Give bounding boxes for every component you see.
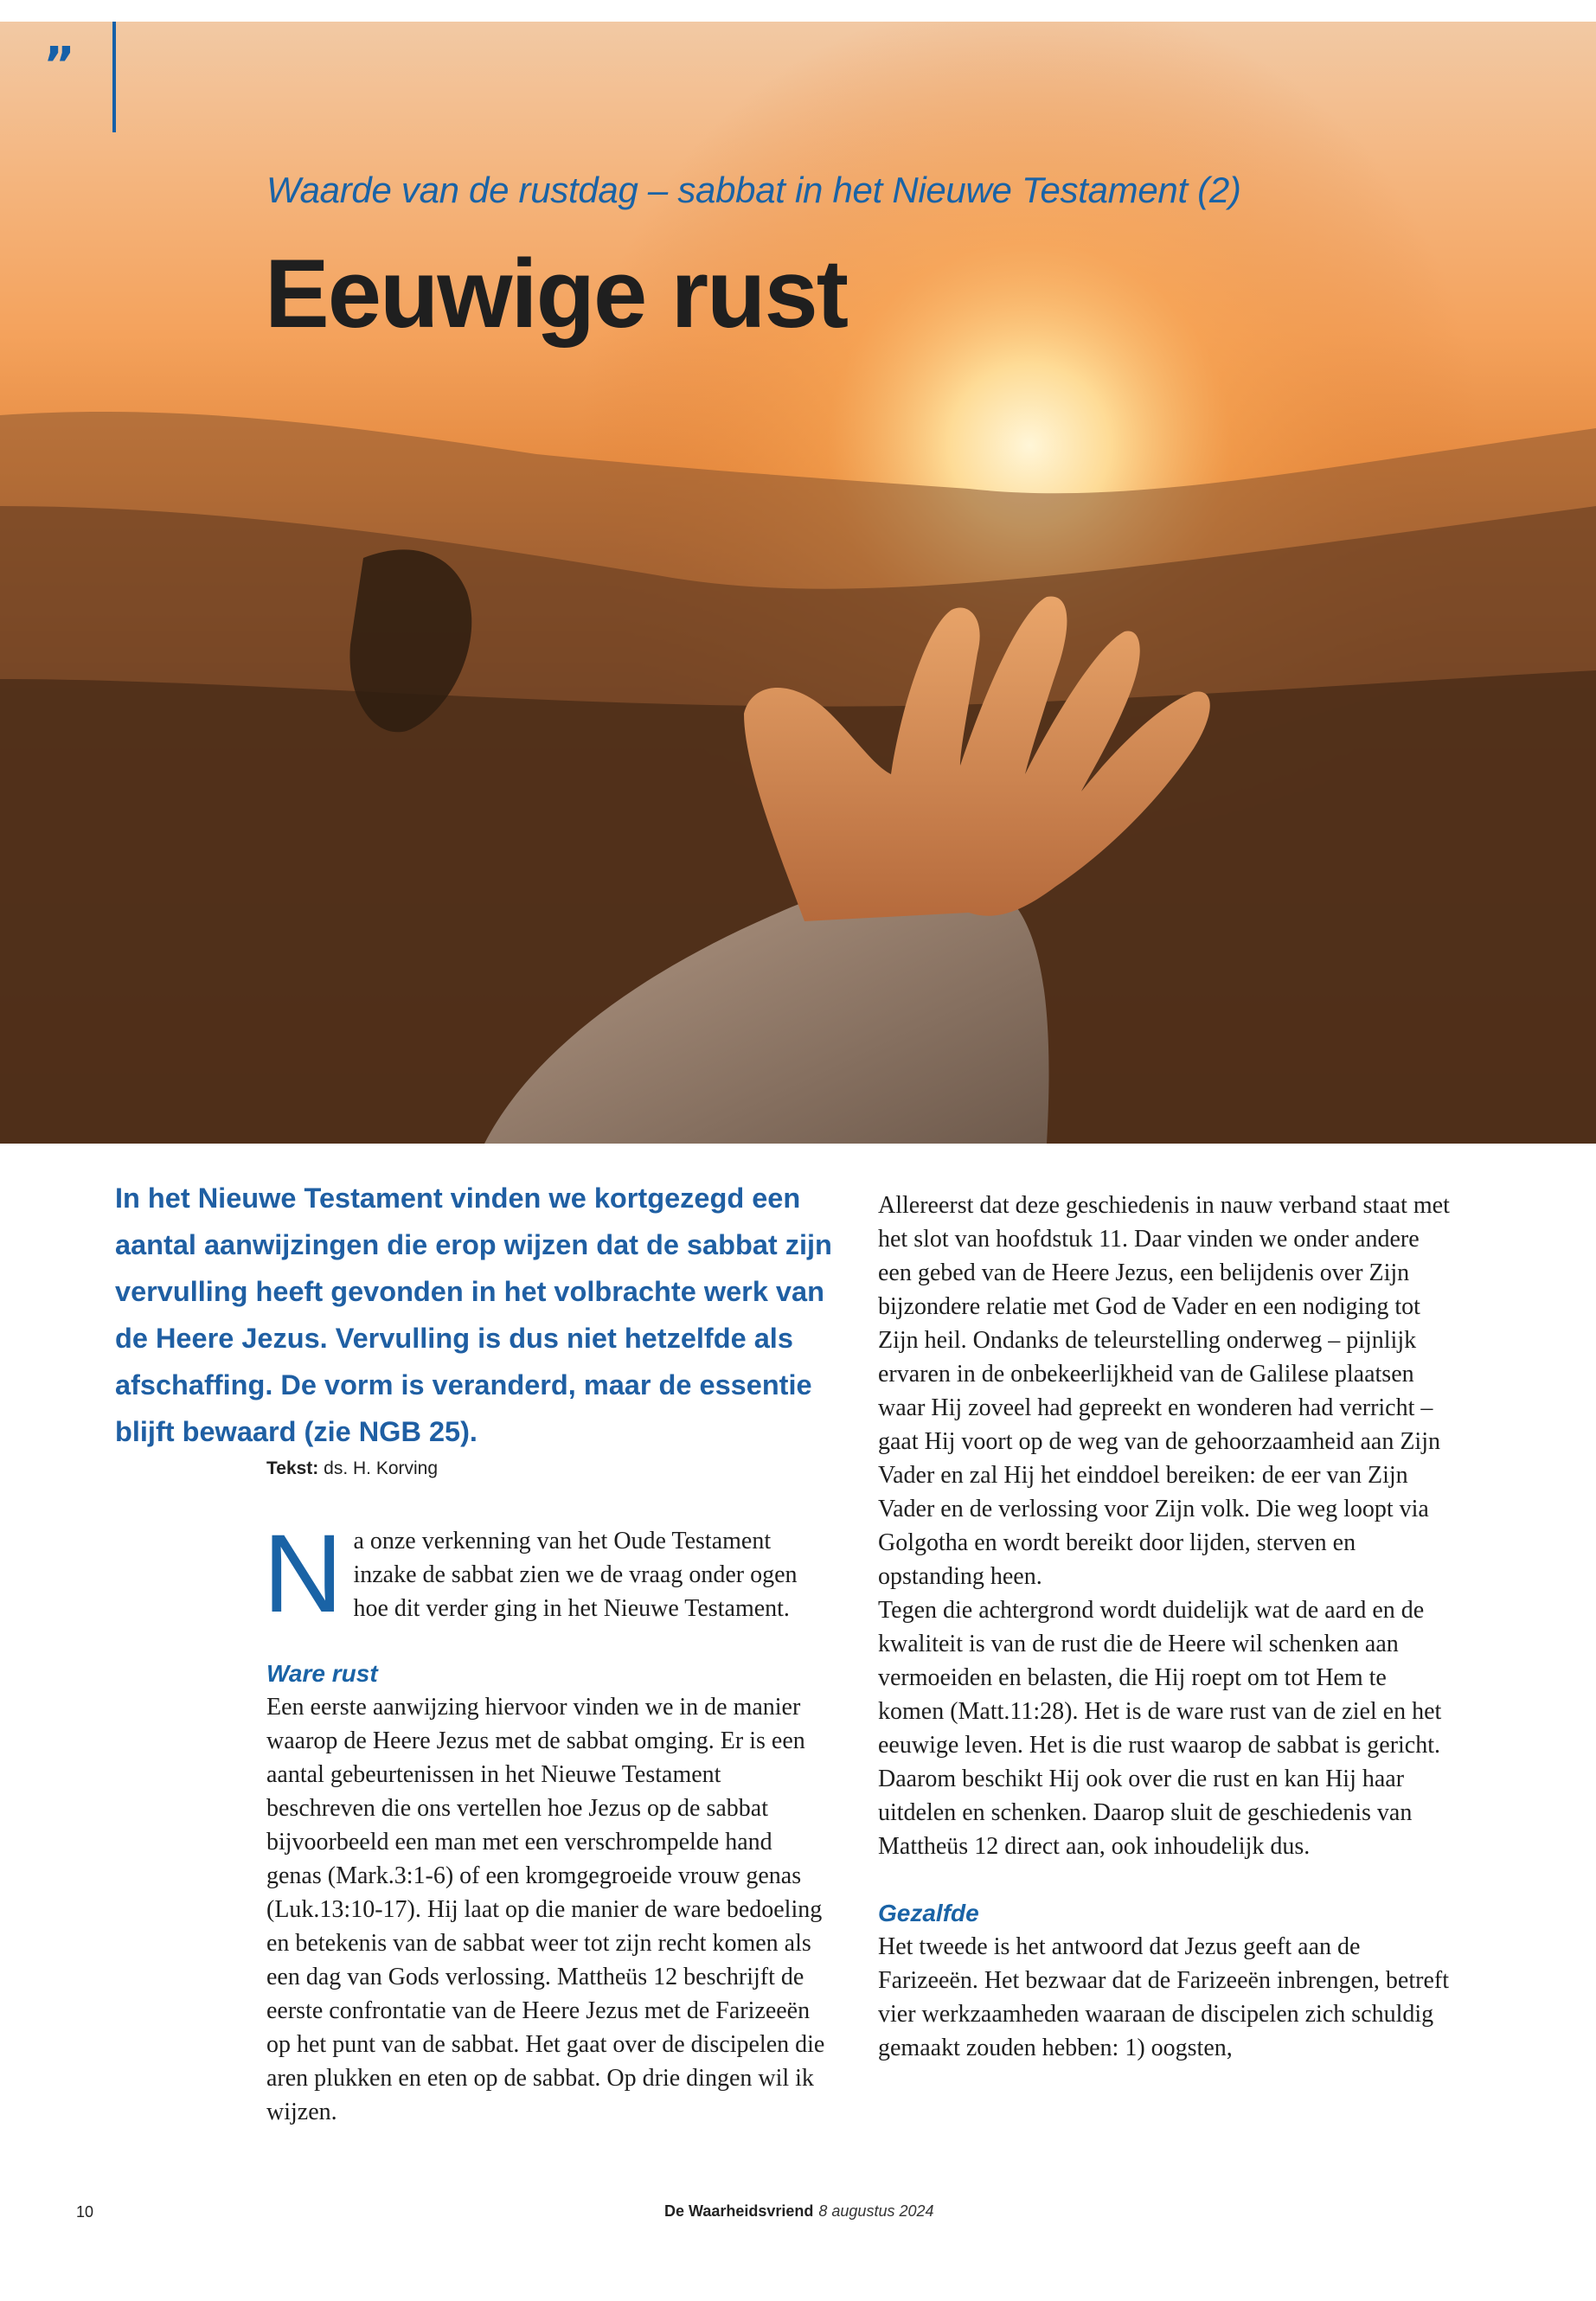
column-left (263, 1512, 827, 2129)
magazine-name: De Waarheidsvriend (664, 2202, 814, 2220)
page-number: 10 (76, 2203, 94, 2221)
subhead-gezalfde: Gezalfde (878, 1900, 979, 1926)
quote-mark-icon: ” (43, 37, 75, 93)
body-paragraph: Het tweede is het antwoord dat Jezus geeft aan de Farizeeën. Het bezwaar dat de Farizeeën inbrengen, betreft vier werkzaamheden waaraan de discipelen zich schuldig gemaakt zouden hebben: 1) oogsten, (878, 1933, 1449, 2061)
byline-label: Tekst: (266, 1458, 319, 1478)
subhead-ware-rust: Ware rust (266, 1660, 378, 1687)
article-kicker: Waarde van de rustdag – sabbat in het Nieuwe Testament (2) (266, 170, 1241, 210)
dropcap: N (263, 1512, 343, 1636)
body-paragraph: Tegen die achtergrond wordt duidelijk wat de aard en de kwaliteit is van de rust die de Heere wil schenken aan vermoeiden en belasten, die Hij roept om tot Hem te komen (Matt.11:28). Het is de ware rust van de ziel en het eeuwige leven. Het is die rust waarop de sabbat is gericht. Daarom beschikt Hij ook over die rust en kan Hij haar uitdelen en schenken. Daarop sluit de geschiedenis van Mattheüs 12 direct aan, ook inhoudelijk dus. (878, 1597, 1442, 1860)
article-title: Eeuwige rust (265, 240, 848, 348)
quote-divider (112, 22, 116, 132)
issue-date: 8 augustus 2024 (818, 2202, 934, 2220)
body-paragraph: Allereerst dat deze geschiedenis in nauw verband staat met het slot van hoofdstuk 11. Daar vinden we onder andere een gebed van de Heere Jezus, een belijdenis over Zijn bijzondere relatie met God de Vader en een nodiging tot Zijn heil. Ondanks de teleurstelling onderweg – pijnlijk ervaren in de onbekeerlijkheid van de Galilese plaatsen waar Hij zoveel had gepreekt en wonderen had verricht – gaat Hij voort op de weg van de gehoorzaamheid aan Zijn Vader en zal Hij het einddoel bereiken: de eer van Zijn Vader en de verlossing voor Zijn volk. Die weg loopt via Golgotha en wordt bereikt door lijden, sterven en opstanding heen. (878, 1192, 1450, 1590)
byline-author: ds. H. Korving (324, 1458, 439, 1478)
column-right (878, 1189, 1453, 2065)
opening-text: a onze verkenning van het Oude Testament inzake de sabbat zien we de vraag onder ogen hoe dit verder ging in het Nieuwe Testament. (353, 1528, 798, 1622)
body-paragraph: Een eerste aanwijzing hiervoor vinden we in de manier waarop de Heere Jezus met de sabbat omging. Er is een aantal gebeurtenissen in het Nieuwe Testament beschreven die ons vertellen hoe Jezus op de sabbat bijvoorbeeld een man met een verschrompelde hand genas (Mark.3:1-6) of een kromgegroeide vrouw genas (Luk.13:10-17). Hij laat op die manier de ware bedoeling en betekenis van de sabbat weer tot zijn recht komen als een dag van Gods verlossing. Mattheüs 12 beschrijft de eerste confrontatie van de Heere Jezus met de Farizeeën op het punt van de sabbat. Het gaat over de discipelen die aren plukken en eten op de sabbat. Op drie dingen wil ik wijzen. (266, 1694, 825, 2125)
byline (266, 1458, 438, 1479)
opening-paragraph (263, 1512, 827, 1636)
footer-magazine (664, 2202, 934, 2221)
article-intro: In het Nieuwe Testament vinden we kortgezegd een aantal aanwijzingen die erop wijzen dat de sabbat zijn vervulling heeft gevonden in het volbrachte werk van de Heere Jezus. Vervulling is dus niet hetzelfde als afschaffing. De vorm is veranderd, maar de essentie blijft bewaard (zie NGB 25). (115, 1183, 832, 1447)
